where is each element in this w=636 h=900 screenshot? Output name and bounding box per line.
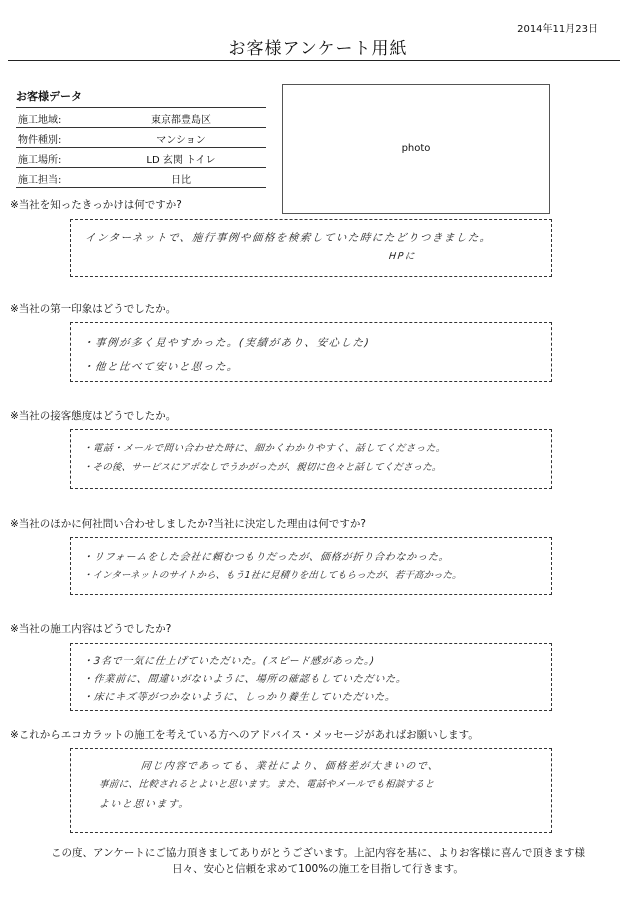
answer-line: 同じ内容であっても、業社により、価格差が大きいので、: [140, 761, 441, 772]
survey-date: 2014年11月23日: [517, 24, 598, 35]
question-3: ※当社の接客態度はどうでしたか。: [10, 410, 177, 422]
footer-line-2: 日々、安心と信頼を求めて100%の施工を目指して行きます。: [172, 863, 464, 875]
photo-label: photo: [401, 143, 431, 154]
answer-line: ・事例が多く見やすかった。(実績があり、安心した): [82, 337, 371, 349]
question-2: ※当社の第一印象はどうでしたか。: [10, 303, 177, 315]
answer-line: ・インターネットのサイトから、もう1社に見積りを出してもらったが、若干高かった。: [82, 570, 463, 581]
question-4: ※当社のほかに何社問い合わせしましたか?当社に決定した理由は何ですか?: [10, 518, 366, 530]
answer-line: ・作業前に、間違いがないように、場所の確認もしていただいた。: [82, 674, 408, 685]
field-value: LD 玄関 トイレ: [146, 155, 216, 166]
answer-box-5: [70, 643, 552, 711]
answer-box-1: [70, 219, 552, 277]
answer-box-6: [70, 748, 552, 833]
answer-line: ・3名で一気に仕上げていただいた。(スピード感があった。): [82, 656, 376, 667]
field-label: 施工担当:: [18, 175, 62, 186]
field-row-property-type: [16, 128, 266, 148]
footer-line-1: この度、アンケートにご協力頂きましてありがとうございます。上記内容を基に、よりお客様に喜んで頂きます様: [50, 847, 586, 859]
answer-line: ・リフォームをした会社に頼むつもりだったが、価格が折り合わなかった。: [82, 552, 451, 563]
field-row-staff: [16, 168, 266, 188]
question-1: ※当社を知ったきっかけは何ですか?: [10, 199, 182, 211]
page-title: お客様アンケート用紙: [228, 39, 408, 59]
field-value: 日比: [171, 175, 191, 186]
customer-data-heading: お客様データ: [16, 90, 82, 103]
answer-line: ・他と比べて安いと思った。: [82, 361, 240, 373]
answer-box-3: [70, 429, 552, 489]
answer-line: ・電話・メールで問い合わせた時に、細かくわかりやすく、話してくださった。: [82, 443, 447, 454]
field-label: 物件種別:: [18, 135, 62, 146]
field-value: マンション: [156, 135, 206, 146]
question-5: ※当社の施工内容はどうでしたか?: [10, 623, 172, 635]
answer-box-2: [70, 322, 552, 382]
title-divider: [8, 60, 620, 61]
field-row-location: [16, 148, 266, 168]
photo-placeholder: [282, 84, 550, 214]
field-row-area: [16, 108, 266, 128]
answer-line: ・床にキズ等がつかないように、しっかり養生していただいた。: [82, 692, 397, 703]
answer-line: ・その後、サービスにアポなしでうかがったが、親切に色々と話してくださった。: [82, 462, 443, 473]
answer-line: よいと思います。: [98, 799, 191, 810]
answer-line: インターネットで、施行事例や価格を検索していた時にたどりつきました。: [84, 232, 493, 244]
answer-box-4: [70, 537, 552, 595]
answer-note: HPに: [388, 251, 417, 262]
answer-line: 事前に、比較されるとよいと思います。また、電話やメールでも相談すると: [98, 779, 436, 790]
field-label: 施工場所:: [18, 155, 62, 166]
field-value: 東京都豊島区: [151, 115, 211, 126]
question-6: ※これからエコカラットの施工を考えている方へのアドバイス・メッセージがあればお願いします。: [10, 729, 479, 741]
field-label: 施工地域:: [18, 115, 62, 126]
